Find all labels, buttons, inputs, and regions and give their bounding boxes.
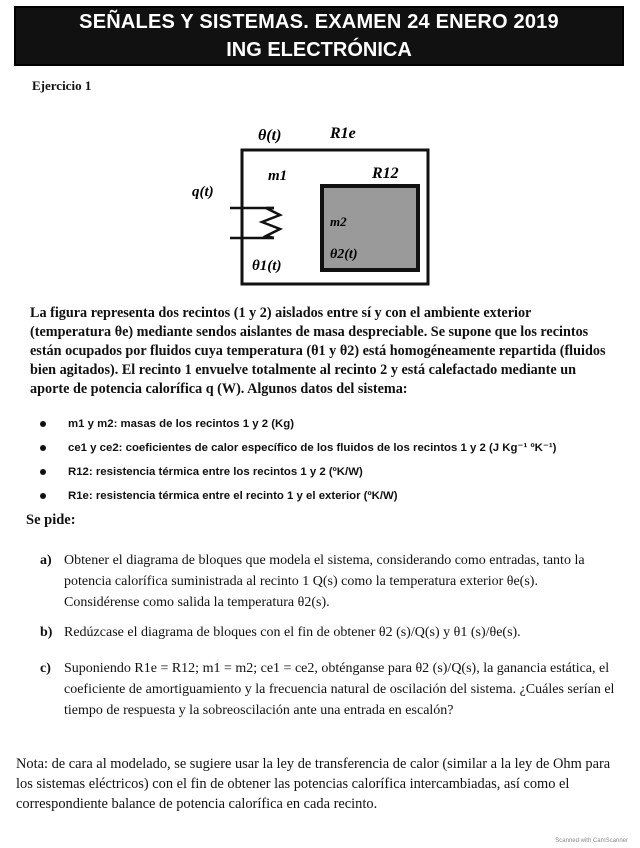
- question-label: c): [40, 661, 51, 676]
- heater-coil-icon: [262, 208, 280, 238]
- bullet-icon: [40, 421, 46, 427]
- exam-title: SEÑALES Y SISTEMAS. EXAMEN 24 ENERO 2019: [79, 11, 559, 33]
- question-text: Redúzcase el diagrama de bloques con el fin de obtener θ2 (s)/Q(s) y θ1 (s)/θe(s).: [64, 625, 521, 640]
- list-item: R12: resistencia térmica entre los recintos 1 y 2 (ºK/W): [38, 460, 618, 484]
- question-a: [40, 550, 615, 613]
- question-label: a): [40, 553, 52, 568]
- question-text: Obtener el diagrama de bloques que modela el sistema, considerando como entradas, tanto la potencia calorífica suministrada al recinto 1 Q(s) como la temperatura exterior θe(s). Considérense como salida la temperatura θ2(s).: [64, 553, 585, 610]
- scanner-watermark: Scanned with CamScanner: [555, 838, 628, 844]
- bullet-icon: [40, 493, 46, 499]
- label-theta-e: θ(t): [258, 127, 282, 144]
- list-item: m1 y m2: masas de los recintos 1 y 2 (Kg): [38, 412, 618, 436]
- exam-subtitle: ING ELECTRÓNICA: [226, 39, 412, 61]
- label-theta-2: θ2(t): [330, 247, 358, 262]
- se-pide-heading: Se pide:: [26, 512, 76, 528]
- label-q: q(t): [192, 184, 214, 200]
- question-c: [40, 658, 615, 721]
- thermal-system-figure: [190, 118, 450, 298]
- question-text: Suponiendo R1e = R12; m1 = m2; ce1 = ce2, obténganse para θ2 (s)/Q(s), la ganancia estática, el coeficiente de amortiguamiento y la frecuencia natural de oscilación del sistema. ¿Cuáles serían el tiempo de respuesta y la sobreoscilación ante una entrada en escalón?: [64, 661, 615, 718]
- label-theta-1: θ1(t): [252, 258, 282, 274]
- bullet-icon: [40, 445, 46, 451]
- modeling-note: Nota: de cara al modelado, se sugiere usar la ley de transferencia de calor (similar a la ley de Ohm para los sistemas eléctricos) con el fin de obtener las potencias calorífica intercambiadas, así como el correspondiente balance de potencia calorífica en cada recinto.: [16, 756, 611, 812]
- bullet-icon: [40, 469, 46, 475]
- list-item: ce1 y ce2: coeficientes de calor específico de los fluidos de los recintos 1 y 2 (J Kg⁻¹ ºK⁻¹): [38, 436, 618, 460]
- question-b: [40, 622, 615, 643]
- exercise-label: Ejercicio 1: [32, 78, 92, 93]
- label-r12: R12: [372, 165, 399, 182]
- problem-description: La figura representa dos recintos (1 y 2) aislados entre sí y con el ambiente exterior (temperatura θe) mediante sendos aislantes de masa despreciable. Se supone que los recintos están ocupados por fluidos cuya temperatura (θ1 y θ2) está homogéneamente repartida (fluidos bien agitados). El recinto 1 envuelve totalmente al recinto 2 y está calefactado mediante un aporte de potencia calorífica q (W). Algunos datos del sistema:: [30, 305, 606, 397]
- label-r1e: R1e: [330, 125, 356, 142]
- system-data-list: [38, 412, 618, 508]
- exam-header: [14, 6, 624, 66]
- question-label: b): [40, 625, 53, 640]
- label-m1: m1: [268, 168, 288, 184]
- list-item: R1e: resistencia térmica entre el recinto 1 y el exterior (ºK/W): [38, 484, 618, 508]
- label-m2: m2: [330, 214, 347, 229]
- figure-svg: [190, 118, 450, 298]
